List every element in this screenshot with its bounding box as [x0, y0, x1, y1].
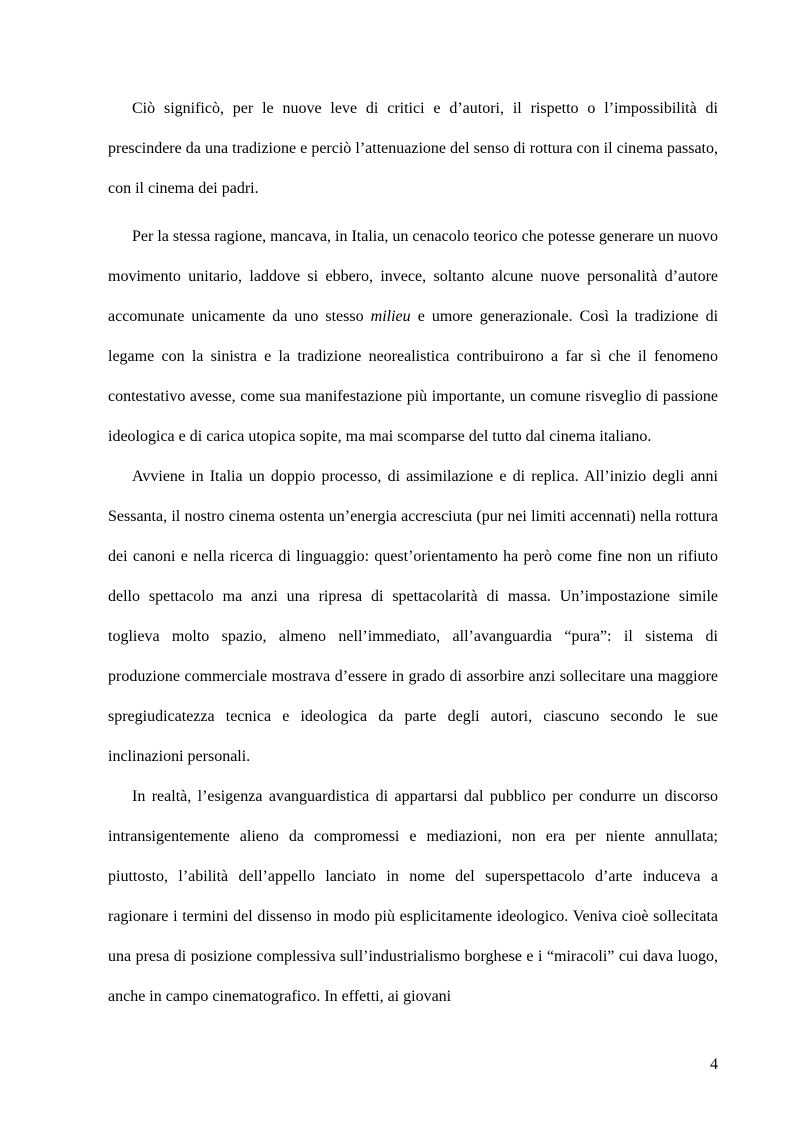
paragraph-2-text-after: e umore generazionale. Così la tradizione di legame con la sinistra e la tradizione neorealistica contribuirono a far sì che il fenomeno contestativo avesse, come sua manifestazione più importante, un comune risveglio di passione ideologica e di carica utopica sopite, ma mai scomparse del tutto dal cinema italiano. [108, 308, 719, 445]
paragraph-3 [108, 457, 718, 777]
paragraph-2-text-before: Per la stessa ragione, mancava, in Italia, un cenacolo teorico che potesse generare un nuovo movimento unitario, laddove si ebbero, invece, soltanto alcune nuove personalità d’autore accomunate unicamente da uno stesso [108, 228, 718, 325]
paragraph-4 [108, 777, 718, 1017]
paragraph-1-text: Ciò significò, per le nuove leve di critici e d’autori, il rispetto o l’impossibilità di prescindere da una tradizione e perciò l’attenuazione del senso di rottura con il cinema passato, con il cinema dei padri. [108, 100, 718, 197]
paragraph-2-italic-term: milieu [370, 308, 411, 325]
paragraph-3-text: Avviene in Italia un doppio processo, di assimilazione e di replica. All’inizio degli anni Sessanta, il nostro cinema ostenta un’energia accresciuta (pur nei limiti accennati) nella rottura dei canoni e nella ricerca di linguaggio: quest’orientamento ha però come fine non un rifiuto dello spettacolo ma anzi una ripresa di spettacolarità di massa. Un’impostazione simile toglieva molto spazio, almeno nell’immediato, all’avanguardia “pura”: il sistema di produzione commerciale mostrava d’essere in grado di assorbire anzi sollecitare una maggiore spregiudicatezza tecnica e ideologica da parte degli autori, ciascuno secondo le sue inclinazioni personali. [108, 468, 718, 765]
body-text [108, 89, 718, 1017]
paragraph-2 [108, 217, 718, 457]
page-number: 4 [710, 1056, 718, 1073]
paragraph-1 [108, 89, 718, 209]
paragraph-4-text: In realtà, l’esigenza avanguardistica di appartarsi dal pubblico per condurre un discorso intransigentemente alieno da compromessi e mediazioni, non era per niente annullata; piuttosto, l’abilità dell’appello lanciato in nome del superspettacolo d’arte induceva a ragionare i termini del dissenso in modo più esplicitamente ideologico. Veniva cioè sollecitata una presa di posizione complessiva sull’industrialismo borghese e i “miracoli” cui dava luogo, anche in campo cinematografico. In effetti, ai giovani [108, 788, 718, 1005]
